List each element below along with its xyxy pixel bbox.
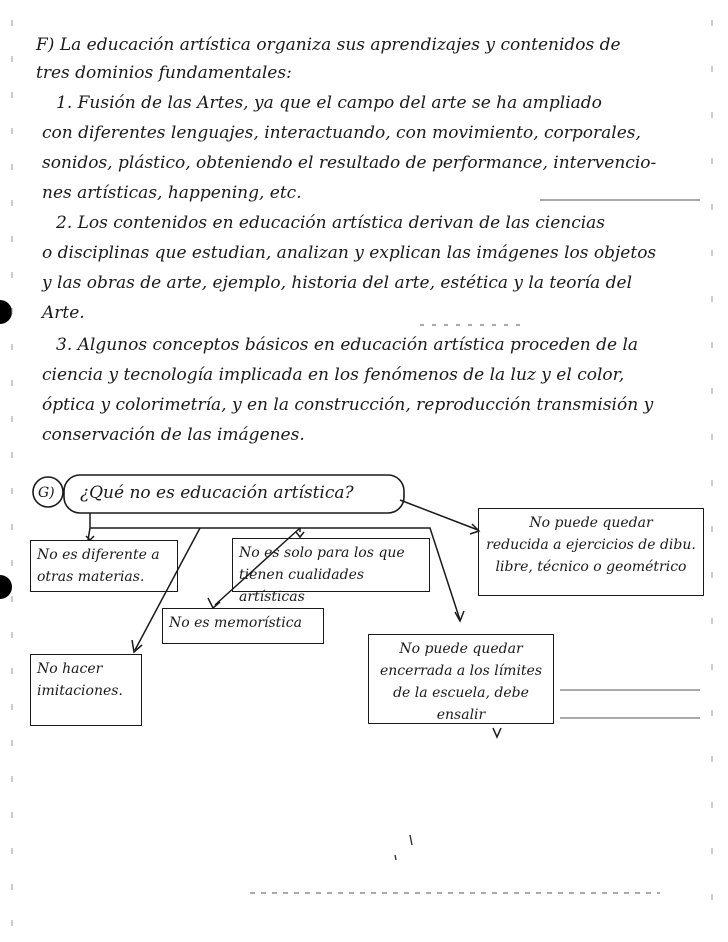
box-line: de la escuela, debe ensalir: [393, 685, 529, 723]
box-line: No puede quedar: [399, 641, 523, 657]
box-line: No es solo para los que: [239, 545, 405, 561]
point-3-line: ciencia y tecnología implicada en los fenómenos de la luz y el color,: [42, 365, 625, 385]
point-2-line: Arte.: [42, 303, 85, 323]
point-1-line: con diferentes lenguajes, interactuando, con movimiento, corporales,: [42, 123, 641, 143]
box-line: tienen cualidades artísticas: [239, 567, 365, 605]
box-line: reducida a ejercicios de dibu.: [486, 537, 696, 553]
section-g-marker: G): [38, 485, 55, 501]
point-2-line: y las obras de arte, ejemplo, historia del arte, estética y la teoría del: [42, 273, 633, 293]
box-line: No es memorística: [169, 615, 302, 631]
box-line: encerrada a los límites: [379, 663, 543, 679]
box-line: otras materias.: [37, 569, 145, 585]
box-line: No puede quedar: [529, 515, 653, 531]
point-1-line: nes artísticas, happening, etc.: [42, 183, 302, 203]
box-line: No hacer: [37, 661, 103, 677]
box-line: libre, técnico o geométrico: [495, 559, 687, 575]
concept-box-escuela: [368, 634, 554, 724]
point-1-line: 1. Fusión de las Artes, ya que el campo del arte se ha ampliado: [56, 93, 602, 113]
point-3-line: 3. Algunos conceptos básicos en educación artística proceden de la: [56, 335, 639, 355]
intro-line: tres dominios fundamentales:: [36, 63, 292, 83]
concept-box-memoristica: [162, 608, 324, 644]
point-3-line: conservación de las imágenes.: [42, 425, 305, 445]
box-line: imitaciones.: [37, 683, 123, 699]
point-3-line: óptica y colorimetría, y en la construcción, reproducción transmisión y: [42, 395, 654, 415]
section-marker: F): [36, 35, 55, 55]
concept-box-imitaciones: [30, 654, 142, 726]
concept-box-diferente: [30, 540, 178, 592]
box-line: No es diferente a: [37, 547, 160, 563]
section-f-intro: [36, 34, 621, 56]
concept-box-dibujo: [478, 508, 704, 596]
point-2-line: o disciplinas que estudian, analizan y explican las imágenes los objetos: [42, 243, 657, 263]
concept-box-cualidades: [232, 538, 430, 605]
intro-line: La educación artística organiza sus aprendizajes y contenidos de: [59, 35, 621, 55]
point-1-line: sonidos, plástico, obteniendo el resultado de performance, intervencio-: [42, 153, 657, 173]
question-text: ¿Qué no es educación artística?: [80, 483, 354, 503]
point-2-line: 2. Los contenidos en educación artística derivan de las ciencias: [56, 213, 606, 233]
